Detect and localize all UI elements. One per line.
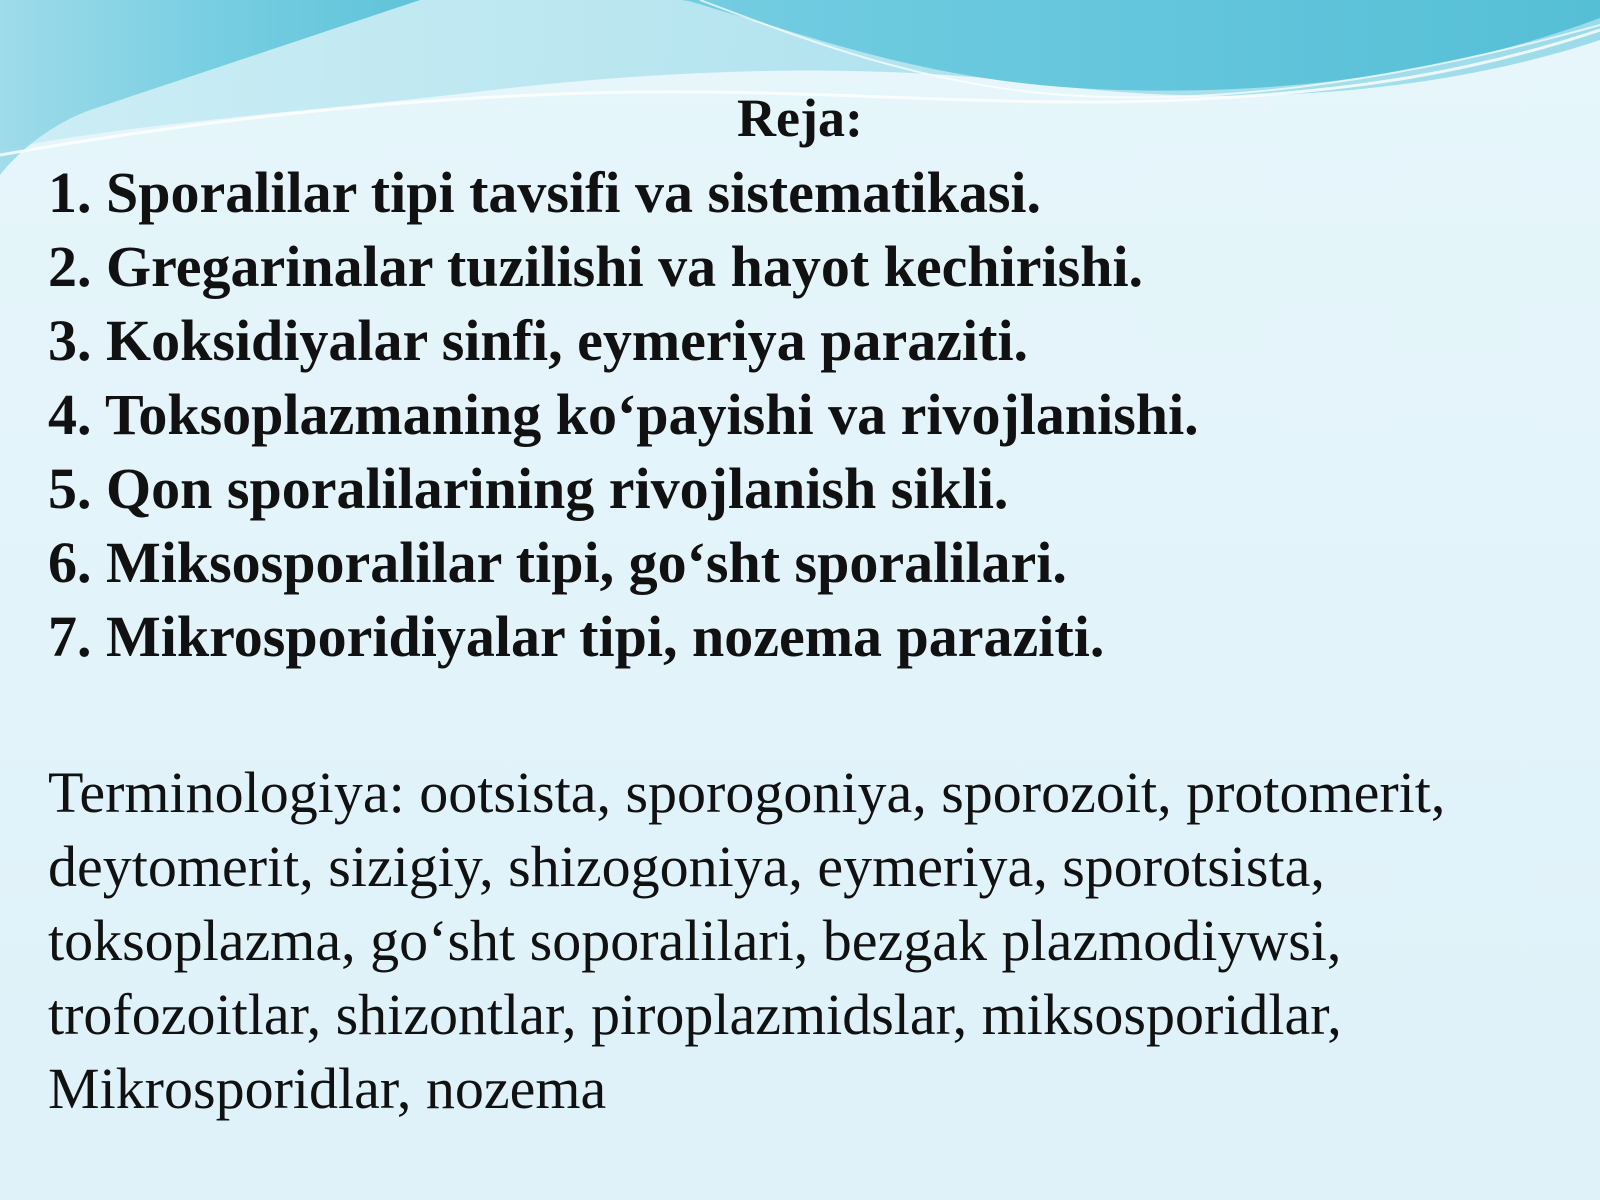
plan-item: 7. Mikrosporidiyalar tipi, nozema paraziti.: [48, 604, 1105, 669]
terminology-paragraph: Terminologiya: ootsista, sporogoniya, sporozoit, protomerit, deytomerit, sizigiy, shizogoniya, eymeriya, sporotsista, toksoplazma, go‘sht soporalilari, bezgak plazmodiywsi, trofozoitlar, shizontlar, piroplazmidslar, miksosporidlar, Mikrosporidlar, nozema: [48, 760, 1446, 1121]
plan-item: 4. Toksoplazmaning ko‘payishi va rivojlanishi.: [48, 382, 1199, 447]
plan-list: [48, 156, 1199, 674]
plan-item: 6. Miksosporalilar tipi, go‘sht sporalilari.: [48, 530, 1067, 595]
plan-item: 1. Sporalilar tipi tavsifi va sistematikasi.: [48, 160, 1042, 225]
slide-title: Reja:: [737, 88, 863, 148]
plan-item: 3. Koksidiyalar sinfi, eymeriya paraziti.: [48, 308, 1029, 373]
plan-item: 2. Gregarinalar tuzilishi va hayot kechirishi.: [48, 234, 1144, 299]
plan-item: 5. Qon sporalilarining rivojlanish sikli.: [48, 456, 1009, 521]
